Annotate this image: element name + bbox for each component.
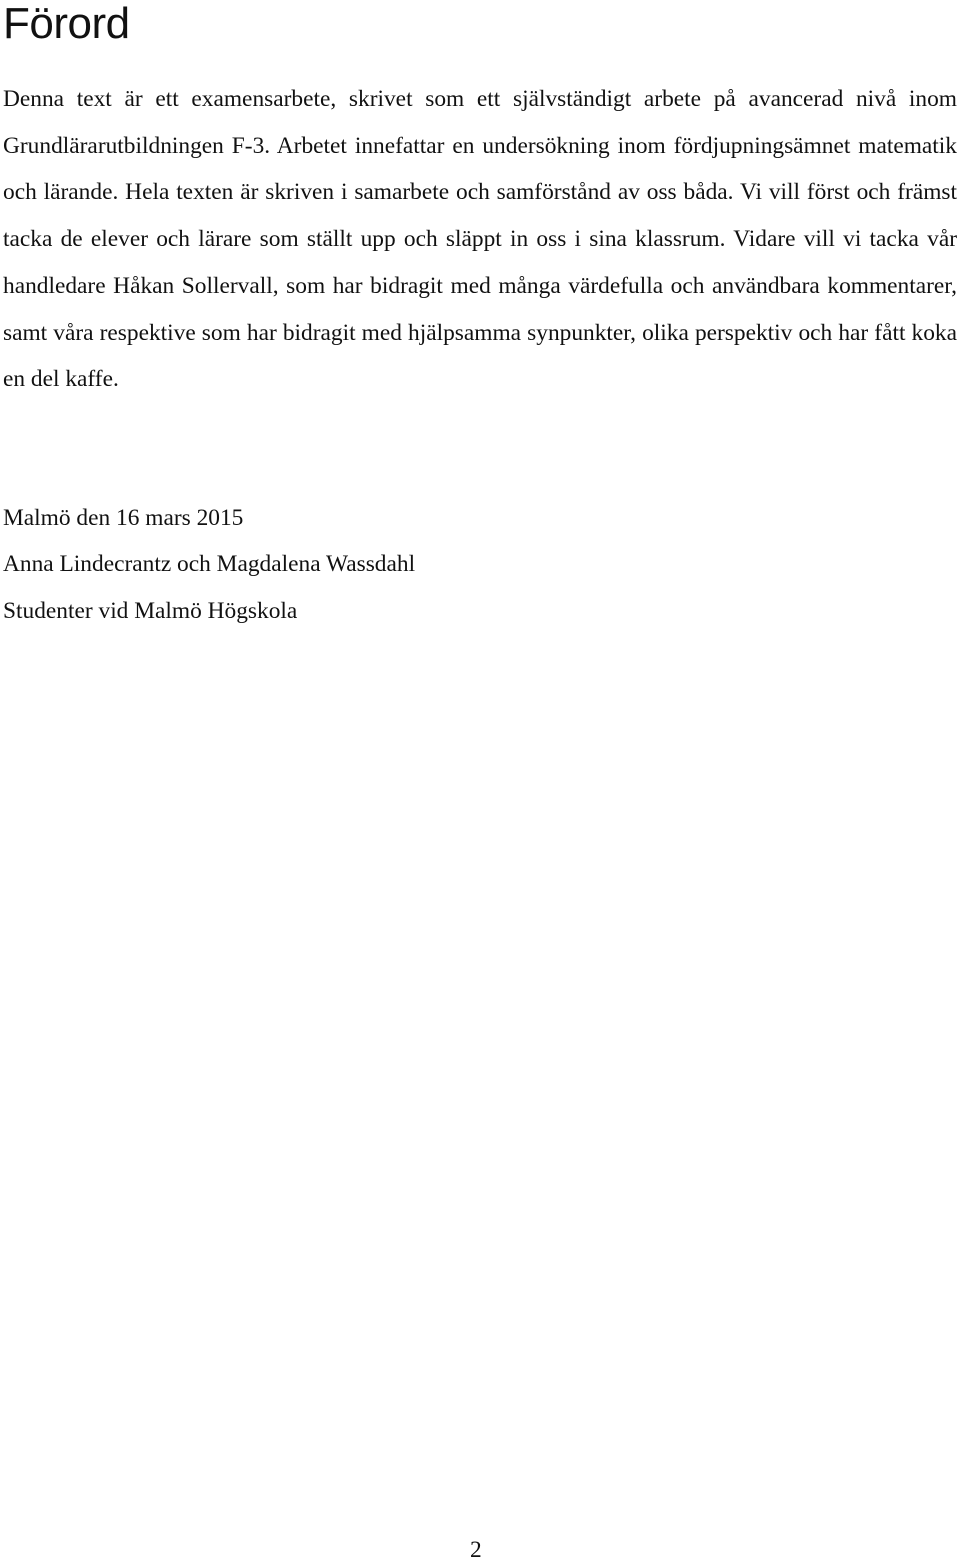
- signature-authors: Anna Lindecrantz och Magdalena Wassdahl: [3, 551, 416, 577]
- signature-affiliation: Studenter vid Malmö Högskola: [3, 598, 298, 624]
- signature-place-date: Malmö den 16 mars 2015: [3, 505, 244, 531]
- page-title: Förord: [3, 0, 130, 48]
- foreword-paragraph: Denna text är ett examensarbete, skrivet som ett självständigt arbete på avancerad nivå inom Grundlärarutbildningen F-3. Arbetet innefattar en undersökning inom fördjupningsämnet matematik och lärande. Hela texten är skriven i samarbete och samförstånd av oss båda. Vi vill först och främst tacka de elever och lärare som ställt upp och släppt in oss i sina klassrum. Vidare vill vi tacka vår handledare Håkan Sollervall, som har bidragit med många värdefulla och användbara kommentarer, samt våra respektive som har bidragit med hjälpsamma synpunkter, olika perspektiv och har fått koka en del kaffe.: [3, 86, 957, 393]
- page-number: 2: [470, 1537, 482, 1563]
